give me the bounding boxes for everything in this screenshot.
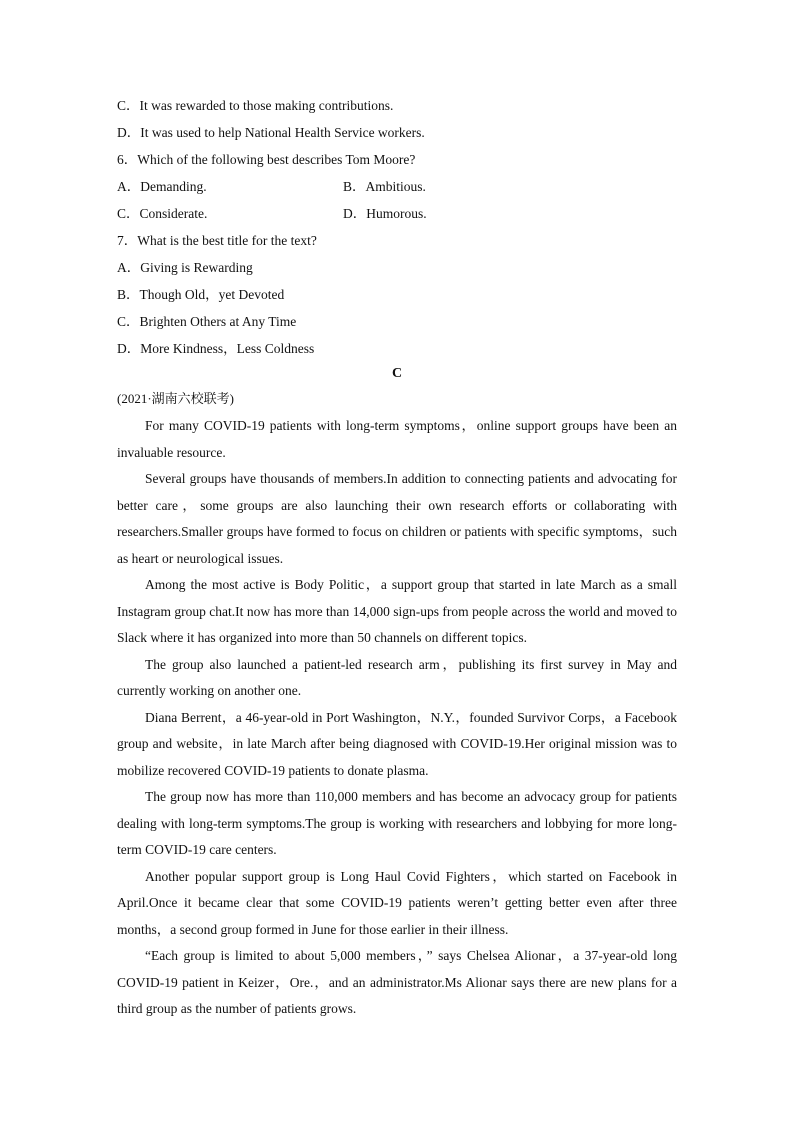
passage-paragraph: “Each group is limited to about 5,000 members，” says Chelsea Alionar，a 37-year-old long COVID-19 patient in Keizer，Ore.，and an administrator.Ms Alionar says there are new plans for a third group as the number of patients grows. bbox=[117, 948, 677, 1016]
q6-options-row-2 bbox=[117, 200, 677, 227]
passage-paragraph: Among the most active is Body Politic，a support group that started in late March as a small Instagram group chat.It now has more than 14,000 sign-ups from people across the world and moved to Slack where it has organized into more than 50 channels on different topics. bbox=[117, 577, 677, 645]
source-note: (2021·湖南六校联考) bbox=[117, 391, 234, 406]
passage-paragraph: Several groups have thousands of members.In addition to connecting patients and advocating for better care，some groups are also launching their own research efforts or collaborating with researchers.Smaller groups have formed to focus on children or patients with specific symptoms，such as heart or neurological issues. bbox=[117, 471, 677, 566]
q6-stem: 6．Which of the following best describes Tom Moore? bbox=[117, 152, 416, 167]
q5-option-c: C．It was rewarded to those making contributions. bbox=[117, 98, 394, 113]
q7-option-d: D．More Kindness，Less Coldness bbox=[117, 341, 315, 356]
q7-option-a: A．Giving is Rewarding bbox=[117, 260, 253, 275]
q6-option-b: B．Ambitious. bbox=[343, 179, 426, 194]
section-heading: C bbox=[391, 366, 403, 381]
q6-option-a: A．Demanding. bbox=[117, 179, 207, 194]
passage-paragraph: For many COVID-19 patients with long-term symptoms，online support groups have been an invaluable resource. bbox=[117, 418, 677, 460]
passage-paragraph: The group now has more than 110,000 members and has become an advocacy group for patients dealing with long-term symptoms.The group is working with researchers and lobbying for more long-term COVID-19 care centers. bbox=[117, 789, 677, 857]
q6-option-c: C．Considerate. bbox=[117, 206, 208, 221]
document-page bbox=[117, 92, 677, 1023]
q5-option-d: D．It was used to help National Health Service workers. bbox=[117, 125, 425, 140]
q7-option-b: B．Though Old，yet Devoted bbox=[117, 287, 285, 302]
q7-stem: 7．What is the best title for the text? bbox=[117, 233, 317, 248]
q6-option-d: D．Humorous. bbox=[343, 206, 427, 221]
passage-paragraph: The group also launched a patient-led research arm，publishing its first survey in May and currently working on another one. bbox=[117, 656, 677, 698]
q6-options-row-1 bbox=[117, 173, 677, 200]
q7-option-c: C．Brighten Others at Any Time bbox=[117, 314, 297, 329]
passage-paragraph: Another popular support group is Long Haul Covid Fighters，which started on Facebook in April.Once it became clear that some COVID-19 patients weren’t getting better even after three months，a second group formed in June for those earlier in their illness. bbox=[117, 868, 677, 937]
passage-paragraph: Diana Berrent，a 46-year-old in Port Washington，N.Y.，founded Survivor Corps，a Facebook group and website，in late March after being diagnosed with COVID-19.Her original mission was to mobilize recovered COVID-19 patients to donate plasma. bbox=[117, 709, 677, 778]
